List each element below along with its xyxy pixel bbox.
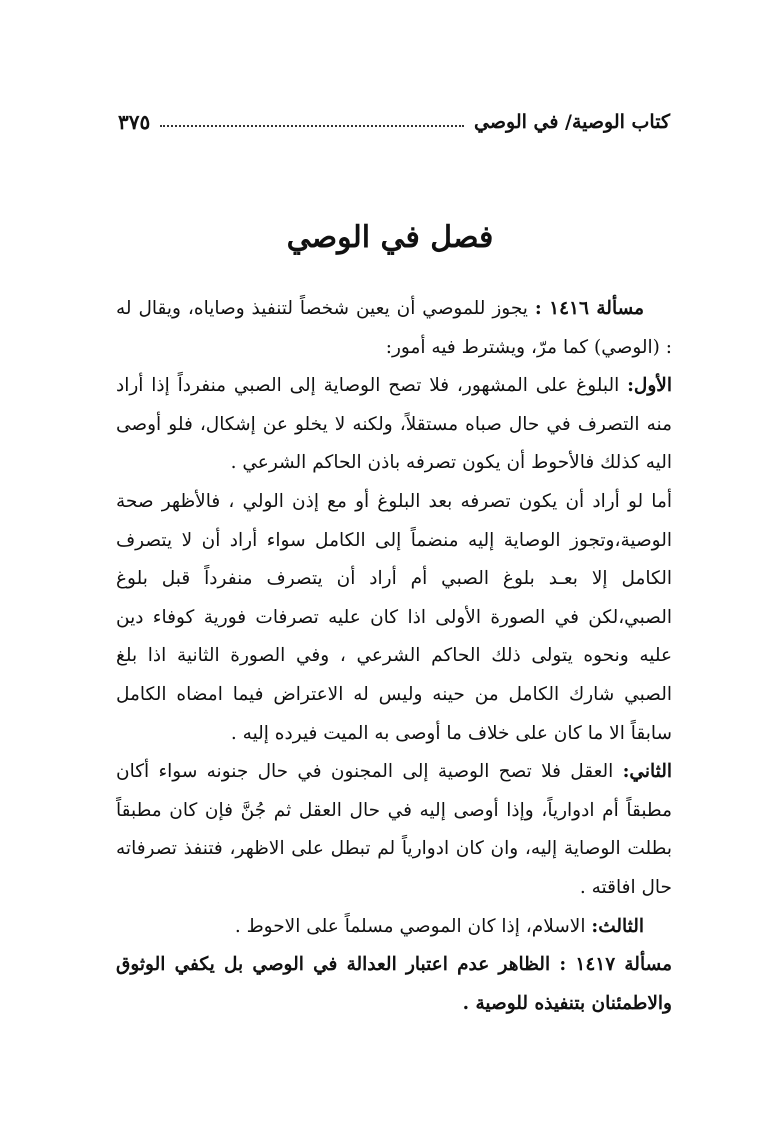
header-dot-leader: [160, 125, 464, 127]
condition-label-first: الأول:: [627, 375, 672, 397]
issue-number-1417: مسألة ١٤١٧ :: [559, 954, 672, 976]
paragraph-minor-appointment: [116, 483, 672, 753]
paragraph-text: البلوغ على المشهور، فلا تصح الوصاية إلى الصبي منفرداً إذا أراد منه التصرف في حال صباه مستقلاً، ولكنه لا يخلو عن إشكال، فلو أوصى اليه كذلك فالأحوط أن يكون تصرفه باذن الحاكم الشرعي .: [116, 375, 672, 474]
section-title: فصل في الوصي: [286, 220, 494, 255]
paragraph-text: العقل فلا تصح الوصية إلى المجنون في حال جنونه سواء أكان مطبقاً أم ادوارياً، وإذا أوصى إليه في حال العقل ثم جُنَّ فإن كان مطبقاً بطلت الوصاية إليه، وان كان ادوارياً لم تبطل على الاظهر، فتنفذ تصرفاته حال افاقته .: [116, 761, 672, 898]
body-text: [116, 290, 672, 1023]
paragraph-text: أما لو أراد أن يكون تصرفه بعد البلوغ أو مع إذن الولي ، فالأظهر صحة الوصية،وتجوز الوصاية إليه منضماً إلى الكامل سواء أراد أن لا يتصرف الكامل إلا بعـد بلوغ الصبي أم أراد أن يتصرف منفرداً قبل بلوغ الصبي،لكن في الصورة الأولى اذا كان عليه تصرفات فورية كوفاء دين عليه ونحوه يتولى ذلك الحاكم الشرعي ، وفي الصورة الثانية اذا بلغ الصبي شارك الكامل من حينه وليس له الاعتراض فيما امضاه الكامل سابقاً الا ما كان على خلاف ما أوصى به الميت فيرده إليه .: [116, 490, 672, 744]
paragraph-issue-1417: [116, 946, 672, 1023]
paragraph-issue-1416: [116, 290, 672, 367]
condition-label-second: الثاني:: [622, 761, 672, 783]
page-number: ٣٧٥: [118, 110, 151, 134]
issue-number-1416: مسألة ١٤١٦ :: [534, 298, 644, 319]
condition-label-third: الثالث:: [591, 915, 644, 937]
paragraph-text: يجوز للموصي أن يعين شخصاً لتنفيذ وصاياه، ويقال له : (الوصي) كما مرّ، ويشترط فيه أمور:: [116, 298, 672, 358]
paragraph-text: الاسلام، إذا كان الموصي مسلماً على الاحوط .: [234, 915, 592, 937]
paragraph-text: الظاهر عدم اعتبار العدالة في الوصي بل يكفي الوثوق والاطمئنان بتنفيذه للوصية .: [116, 954, 672, 1014]
paragraph-third-condition: [116, 908, 672, 947]
paragraph-second-condition: [116, 753, 672, 907]
header-title: كتاب الوصية/ في الوصي: [474, 111, 670, 133]
running-header: [118, 106, 670, 138]
paragraph-first-condition: [116, 367, 672, 483]
